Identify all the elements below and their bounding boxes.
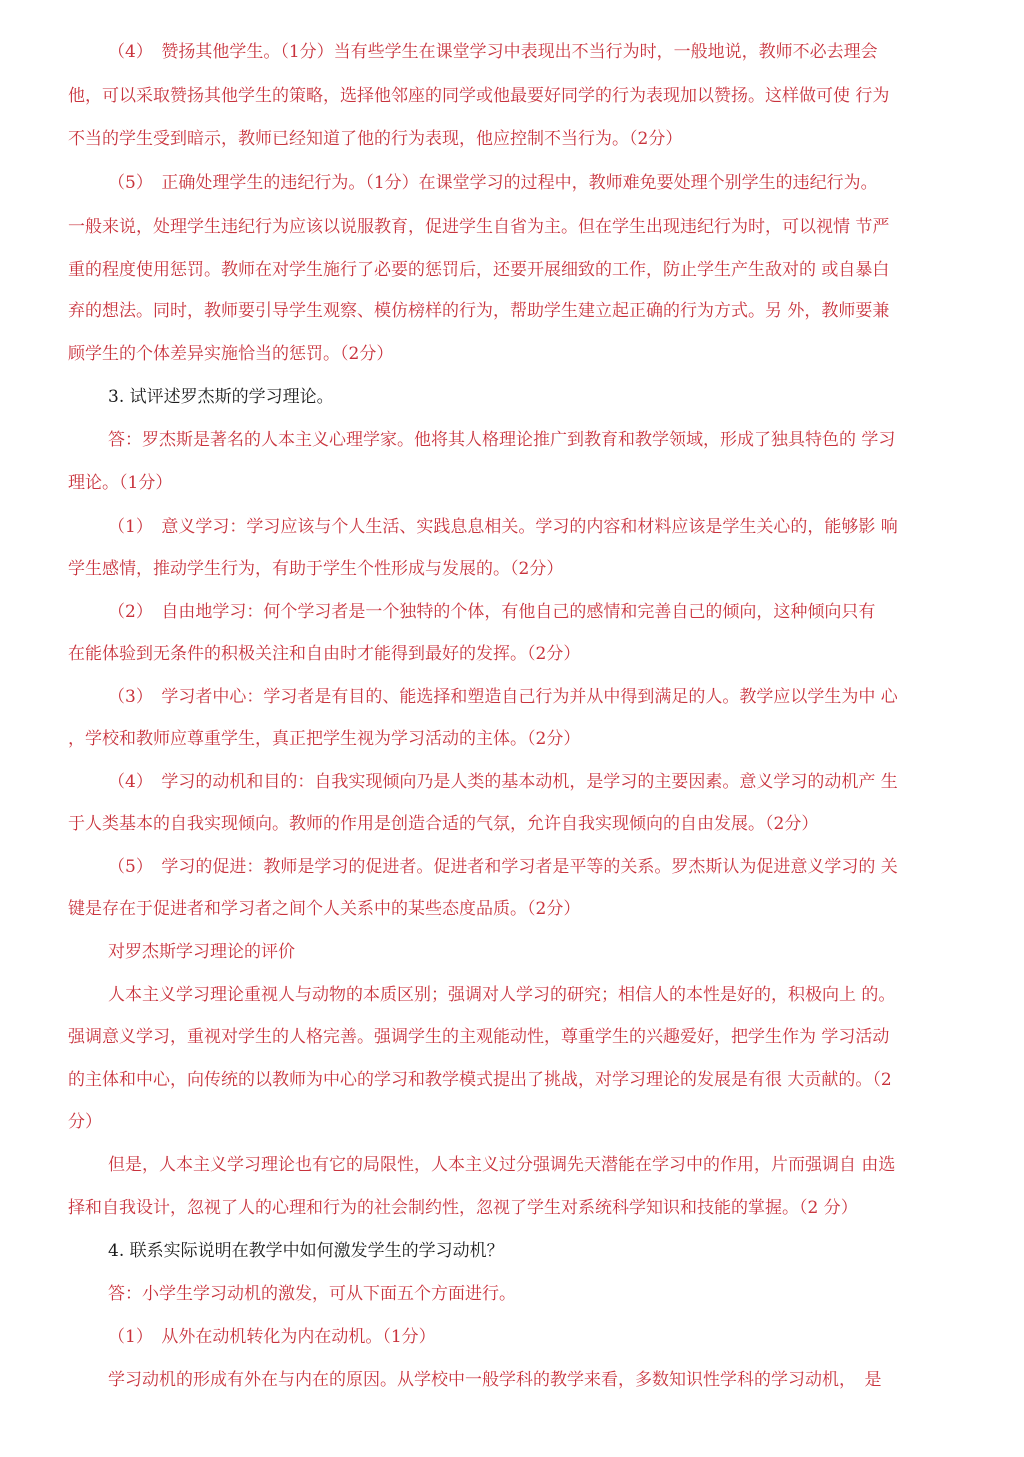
text-line: 弃的想法。同时，教师要引导学生观察、模仿榜样的行为，帮助学生建立起正确的行为方式。另 外，教师要兼	[68, 301, 890, 321]
question-3: 3. 试评述罗杰斯的学习理论。	[108, 387, 334, 407]
text-line: 的主体和中心，向传统的以教师为中心的学习和教学模式提出了挑战，对学习理论的发展是有很 大贡献的。（2	[68, 1070, 892, 1090]
section-heading: 对罗杰斯学习理论的评价	[108, 942, 295, 962]
text-line: （4） 学习的动机和目的：自我实现倾向乃是人类的基本动机，是学习的主要因素。意义学习的动机产 生	[108, 772, 898, 792]
text-line: 重的程度使用惩罚。教师在对学生施行了必要的惩罚后，还要开展细致的工作，防止学生产生敌对的 或自暴白	[68, 260, 890, 280]
text-line: （3） 学习者中心：学习者是有目的、能选择和塑造自己行为并从中得到满足的人。教学应以学生为中 心	[108, 687, 898, 707]
text-line: （5） 正确处理学生的违纪行为。（1分）在课堂学习的过程中，教师难免要处理个别学生的违纪行为。	[108, 173, 878, 193]
text-line: 理论。（1分）	[68, 473, 173, 493]
text-line: 不当的学生受到暗示，教师已经知道了他的行为表现，他应控制不当行为。（2分）	[68, 129, 683, 149]
text-line: （5） 学习的促进：教师是学习的促进者。促进者和学习者是平等的关系。罗杰斯认为促进意义学习的 关	[108, 857, 898, 877]
text-line: （2） 自由地学习：何个学习者是一个独特的个体，有他自己的感情和完善自己的倾向，这种倾向只有	[108, 602, 876, 622]
text-line: 学生感情，推动学生行为，有助于学生个性形成与发展的。（2分）	[68, 559, 564, 579]
text-line: 键是存在于促进者和学习者之间个人关系中的某些态度品质。（2分）	[68, 899, 581, 919]
text-line: 答：小学生学习动机的激发，可从下面五个方面进行。	[108, 1284, 516, 1304]
text-line: 但是，人本主义学习理论也有它的局限性，人本主义过分强调先天潜能在学习中的作用，片而强调自 由选	[108, 1155, 896, 1175]
text-line: （1） 意义学习：学习应该与个人生活、实践息息相关。学习的内容和材料应该是学生关心的，能够影 响	[108, 517, 898, 537]
text-line: 顾学生的个体差异实施恰当的惩罚。（2分）	[68, 344, 394, 364]
text-line: 强调意义学习，重视对学生的人格完善。强调学生的主观能动性，尊重学生的兴趣爱好，把学生作为 学习活动	[68, 1027, 890, 1047]
text-line: 分）	[68, 1112, 102, 1132]
text-line: 答：罗杰斯是著名的人本主义心理学家。他将其人格理论推广到教育和教学领域，形成了独具特色的 学习	[108, 430, 896, 450]
text-line: 在能体验到无条件的积极关注和自由时才能得到最好的发挥。（2分）	[68, 644, 581, 664]
text-line: 他，可以采取赞扬其他学生的策略，选择他邻座的同学或他最要好同学的行为表现加以赞扬。这样做可使 行为	[68, 86, 890, 106]
text-line: ，学校和教师应尊重学生，真正把学生视为学习活动的主体。（2分）	[68, 729, 581, 749]
text-line: 学习动机的形成有外在与内在的原因。从学校中一般学科的教学来看，多数知识性学科的学习动机， 是	[108, 1370, 882, 1390]
text-line: 一般来说，处理学生违纪行为应该以说服教育，促进学生自省为主。但在学生出现违纪行为时，可以视情 节严	[68, 217, 890, 237]
text-line: 人本主义学习理论重视人与动物的本质区别；强调对人学习的研究；相信人的本性是好的，积极向上 的。	[108, 985, 896, 1005]
text-line: （1） 从外在动机转化为内在动机。（1分）	[108, 1327, 436, 1347]
text-line: （4） 赞扬其他学生。（1分）当有些学生在课堂学习中表现出不当行为时，一般地说，教师不必去理会	[108, 42, 878, 62]
question-4: 4. 联系实际说明在教学中如何激发学生的学习动机？	[108, 1241, 504, 1261]
text-line: 择和自我设计，忽视了人的心理和行为的社会制约性，忽视了学生对系统科学知识和技能的掌握。（2 分）	[68, 1198, 858, 1218]
text-line: 于人类基本的自我实现倾向。教师的作用是创造合适的气氛，允许自我实现倾向的自由发展。（2分）	[68, 814, 819, 834]
